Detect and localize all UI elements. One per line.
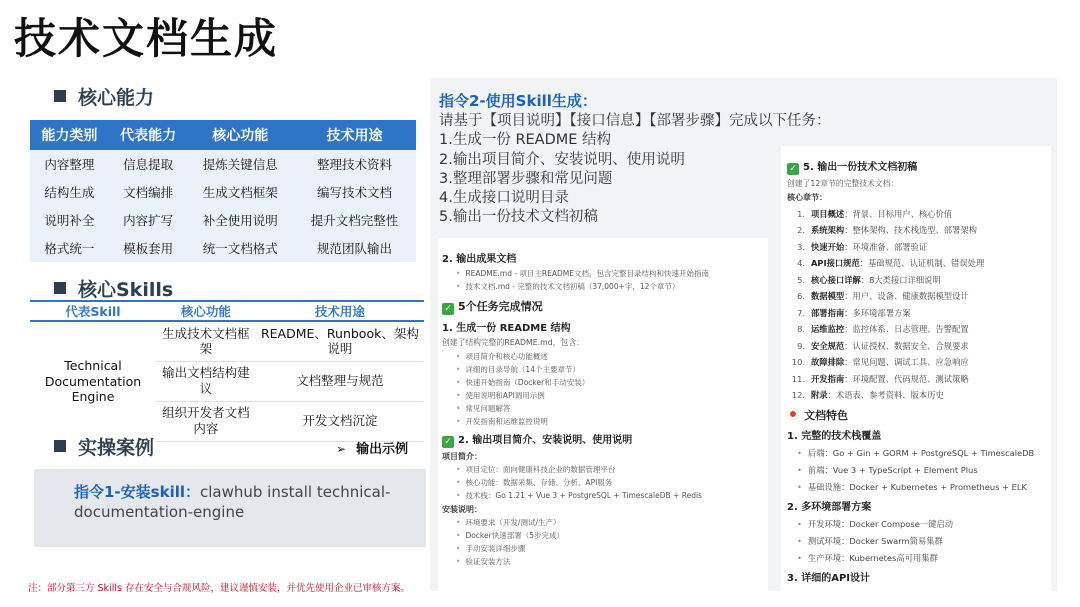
list-item: [789, 290, 1045, 302]
item-number: 6.: [797, 291, 805, 301]
doc-heading: [787, 158, 1045, 175]
task1-list: [456, 351, 760, 427]
item-desc: ：用户、设备、健康数据模型设计: [844, 291, 969, 301]
risk-note: 注：部分第三方 Skills 存在安全与合规风险，建议谨慎安装，并优先使用企业已审核方案。: [28, 583, 410, 594]
item-desc: ：8大类接口详细说明: [860, 274, 941, 285]
item-desc: ：环境配置、代码规范、测试策略: [844, 373, 969, 384]
item-number: 2.: [797, 225, 805, 235]
list-item: [789, 274, 1045, 286]
item-title: 核心接口详解: [811, 274, 861, 285]
doc-heading: 3. 详细的API设计: [787, 573, 871, 584]
check-icon: ✓: [442, 303, 454, 315]
item-title: 数据模型: [811, 291, 845, 301]
table-cell: 内容整理: [44, 157, 95, 172]
list-item: • 生产环境：Kubernetes高可用集群: [797, 552, 1045, 564]
skills-table: [30, 300, 424, 442]
table-cell: 组织开发者文档内容: [156, 401, 256, 441]
list-item: • 前端：Vue 3 + TypeScript + Element Plus: [797, 464, 1045, 476]
output-example-text: 输出示例: [356, 442, 409, 457]
item-title: 运维监控: [811, 324, 845, 334]
table-cell: 规范团队输出: [316, 241, 392, 256]
table-cell: 补全使用说明: [202, 213, 278, 228]
check-icon: ✓: [442, 436, 454, 448]
list-item: [789, 241, 1045, 253]
output-doc-screenshot-1: [438, 238, 768, 591]
instruction-line: 4.生成接口说明目录: [439, 190, 569, 207]
table-row: [30, 321, 424, 361]
skill-name-cell: Technical Documentation Engine: [44, 358, 142, 405]
item-desc: ：常见问题、调试工具、应急响应: [844, 357, 969, 367]
item-desc: ：认证授权、数据安全、合规要求: [844, 340, 969, 351]
list-item: • 详细的目录导航（14个主要章节）: [456, 364, 760, 375]
table-row: [30, 234, 416, 262]
item-title: 快速开始: [811, 241, 845, 252]
output-example-label: [336, 438, 408, 457]
doc-heading: [442, 431, 760, 448]
item-number: 4.: [797, 258, 805, 268]
arrow-right-icon: ➢: [336, 442, 347, 456]
table-cell: 编写技术文档: [316, 185, 392, 200]
heading-text: 1. 生成一份 README 结构: [442, 323, 571, 334]
doc-heading: 2. 输出成果文档: [442, 254, 517, 265]
install-command-box: [34, 469, 426, 547]
list-item: • 使用说明和API调用示例: [456, 390, 760, 401]
deploy-list: [797, 518, 1045, 564]
list-item: • 项目简介和核心功能概述: [456, 351, 760, 362]
item-title: 开发指南: [811, 373, 845, 384]
list-item: • README.md - 项目主README文档，包含完整目录结构和快速开始指南: [456, 268, 760, 279]
example-panel: [430, 78, 1057, 591]
list-item: • 开发指南和运维监控说明: [456, 416, 760, 427]
heading-text: 2. 输出项目简介、安装说明、使用说明: [458, 435, 633, 446]
list-item: [789, 389, 1045, 401]
item-desc: ：多环境部署方案: [844, 307, 911, 318]
doc-subheading: 核心章节：: [787, 193, 827, 202]
section-label: 实操案例: [78, 437, 155, 459]
list-item: [789, 373, 1045, 385]
item-title: 附录: [811, 390, 828, 400]
item-number: 11.: [791, 373, 805, 384]
table-header-cell: 代表Skill: [30, 301, 156, 321]
list-item: • 快速开始指南（Docker和手动安装）: [456, 377, 760, 388]
doc-subheading: 项目简介：: [442, 452, 482, 461]
output-doc-screenshot-2: [781, 146, 1051, 591]
section-heading-practice: [54, 433, 154, 460]
output-list: [456, 268, 760, 292]
instruction-line: 1.生成一份 README 结构: [439, 132, 612, 149]
item-number: 5.: [797, 274, 805, 285]
install-list: [456, 517, 760, 567]
doc-text: 创建了结构完整的README.md，包含：: [442, 338, 584, 347]
item-number: 8.: [797, 324, 805, 334]
item-number: 9.: [797, 340, 805, 351]
table-header-cell: 核心功能: [156, 301, 256, 321]
table-cell: 开发文档沉淀: [256, 401, 424, 441]
list-item: [789, 307, 1045, 319]
list-item: • 技术文档.md - 完整的技术文档初稿（37,000+字，12个章节）: [456, 281, 760, 292]
list-item: • 环境要求（开发/测试/生产）: [456, 517, 760, 528]
doc-subheading: 安装说明：: [442, 505, 482, 514]
instruction-block: [439, 92, 831, 228]
item-number: 10.: [791, 357, 805, 367]
table-row: [30, 178, 416, 206]
list-item: • 验证安装方法: [456, 556, 760, 567]
ability-table: [30, 120, 416, 262]
item-title: 部署指南: [811, 307, 845, 318]
item-desc: ：环境准备、部署验证: [844, 241, 928, 252]
doc-heading: [442, 298, 760, 315]
doc-heading: [442, 319, 760, 334]
item-desc: ：整体架构、技术栈选型、部署架构: [844, 225, 977, 235]
heading-text: 5. 输出一份技术文档初稿: [803, 162, 918, 173]
table-cell: 提炼关键信息: [202, 157, 278, 172]
list-item: • 开发环境：Docker Compose一键启动: [797, 518, 1045, 530]
doc-heading: 1. 完整的技术栈覆盖: [787, 431, 882, 442]
item-number: 1.: [797, 208, 805, 219]
item-desc: ：基础规范、认证机制、错误处理: [859, 258, 985, 268]
list-item: • 项目定位：面向健康科技企业的数据管理平台: [456, 464, 760, 475]
section-heading-core-ability: [54, 83, 154, 110]
item-desc: ：监控体系、日志管理、告警配置: [844, 324, 969, 334]
table-cell: 信息提取: [123, 157, 174, 172]
item-title: 故障排除: [811, 357, 845, 367]
table-header-cell: 核心功能: [187, 120, 292, 150]
list-item: • 手动安装详细步骤: [456, 543, 760, 554]
command-label: 指令1-安装skill：: [74, 483, 200, 501]
table-cell: 生成文档框架: [202, 185, 278, 200]
instruction-line: 2.输出项目简介、安装说明、使用说明: [439, 151, 685, 168]
table-header-cell: 技术用途: [293, 120, 416, 150]
list-item: [789, 323, 1045, 335]
ability-table-header: [30, 120, 416, 150]
section-heading-core-skills: [54, 275, 173, 302]
heading-text: 文档特色: [804, 409, 848, 422]
square-bullet-icon: [54, 440, 66, 452]
list-item: • 技术栈：Go 1.21 + Vue 3 + PostgreSQL + TimescaleDB + Redis: [456, 490, 760, 501]
instruction-heading: 指令2-使用Skill生成：: [439, 92, 597, 110]
section-label: 核心能力: [78, 87, 155, 109]
instruction-line: 3.整理部署步骤和常见问题: [439, 170, 613, 187]
list-item: [789, 224, 1045, 236]
list-item: [789, 340, 1045, 352]
doc-heading: [787, 407, 1045, 423]
item-desc: ：术语表、参考资料、版本历史: [827, 390, 944, 400]
table-cell: 文档整理与规范: [256, 361, 424, 401]
list-item: • 测试环境：Docker Swarm简易集群: [797, 535, 1045, 547]
table-cell: README、Runbook、架构说明: [256, 321, 424, 361]
table-row: [30, 206, 416, 234]
table-cell: 模板套用: [123, 241, 174, 256]
command-text: clawhub install technical-documentation-engine: [74, 483, 391, 521]
table-header-cell: 代表能力: [109, 120, 188, 150]
list-item: • 基础设施：Docker + Kubernetes + Prometheus + ELK: [797, 481, 1045, 493]
item-number: 7.: [797, 307, 805, 318]
item-number: 12.: [791, 390, 805, 400]
table-row: [30, 150, 416, 178]
list-item: [789, 208, 1045, 220]
item-desc: ：背景、目标用户、核心价值: [844, 208, 953, 219]
list-item: • 核心功能：数据采集、存储、分析、API服务: [456, 477, 760, 488]
skills-table-header: [30, 301, 424, 321]
table-cell: 输出文档结构建议: [156, 361, 256, 401]
table-cell: 文档编排: [123, 185, 174, 200]
list-item: [789, 257, 1045, 269]
item-number: 3.: [797, 241, 805, 252]
table-cell: 统一文档格式: [202, 241, 278, 256]
list-item: • 常见问题解答: [456, 403, 760, 414]
table-cell: 结构生成: [44, 185, 95, 200]
table-cell: 提升文档完整性: [310, 213, 399, 228]
square-bullet-icon: [54, 90, 66, 102]
doc-text: 创建了12章节的完整技术文档：: [787, 179, 899, 188]
section-label: 核心Skills: [78, 279, 174, 301]
item-title: 安全规范: [811, 340, 845, 351]
table-header-cell: 技术用途: [256, 301, 424, 321]
stack-list: [797, 447, 1045, 493]
chapter-list: [789, 208, 1045, 402]
instruction-line: 请基于【项目说明】【接口信息】【部署步骤】完成以下任务：: [439, 112, 831, 129]
page-title: 技术文档生成: [14, 14, 279, 63]
table-cell: 内容扩写: [123, 213, 174, 228]
square-bullet-icon: [54, 282, 66, 294]
table-cell: 格式统一: [44, 241, 95, 256]
item-title: 系统架构: [811, 225, 845, 235]
table-header-cell: 能力类别: [30, 120, 109, 150]
item-title: API接口规范: [811, 258, 860, 268]
list-item: [789, 356, 1045, 368]
table-cell: 整理技术资料: [316, 157, 392, 172]
table-cell: 说明补全: [44, 213, 95, 228]
intro-list: [456, 464, 760, 501]
list-item: • 后端：Go + Gin + GORM + PostgreSQL + TimescaleDB: [797, 447, 1045, 459]
instruction-line: 5.输出一份技术文档初稿: [439, 209, 598, 226]
target-icon: [787, 408, 799, 420]
item-title: 项目概述: [811, 208, 845, 219]
doc-heading: 2. 多环境部署方案: [787, 502, 872, 513]
check-icon: ✓: [787, 163, 799, 175]
list-item: • Docker快速部署（5步完成）: [456, 530, 760, 541]
table-cell: 生成技术文档框架: [156, 321, 256, 361]
heading-text: 5个任务完成情况: [458, 300, 543, 313]
